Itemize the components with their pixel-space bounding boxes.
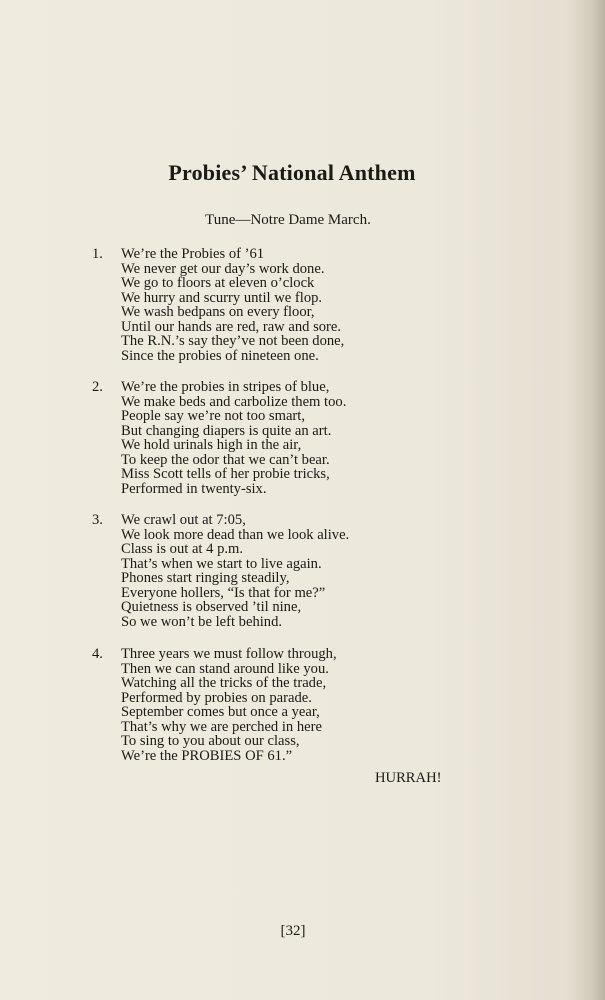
tune-note: Tune—Notre Dame March. xyxy=(205,212,371,228)
verse-line: We crawl out at 7:05, xyxy=(121,512,246,528)
verse-2 xyxy=(92,380,522,496)
verse-line: Performed in twenty-six. xyxy=(121,480,267,497)
verse-line: Until our hands are red, raw and sore. xyxy=(121,318,342,335)
verse-line: Watching all the tricks of the trade, xyxy=(121,675,327,691)
verse-line: Three years we must follow through, xyxy=(121,646,337,662)
verse-3 xyxy=(92,513,522,629)
closing-exclamation: HURRAH! xyxy=(375,770,442,786)
verse-number: 4. xyxy=(92,646,103,662)
page-number: [32] xyxy=(280,923,306,939)
verse-line: We wash bedpans on every floor, xyxy=(121,304,315,320)
verse-line: September comes but once a year, xyxy=(121,704,320,720)
verse-line: We’re the Probies of ’61 xyxy=(121,246,265,262)
verse-line: Everyone hollers, “Is that for me?” xyxy=(121,584,326,601)
verse-number: 1. xyxy=(92,246,103,262)
verse-line: We’re the probies in stripes of blue, xyxy=(121,379,330,395)
verse-line: We make beds and carbolize them too. xyxy=(121,393,347,410)
verse-line: The R.N.’s say they’ve not been done, xyxy=(121,333,345,349)
verse-4 xyxy=(92,647,522,763)
verse-line: That’s why we are perched in here xyxy=(121,718,322,735)
verse-1 xyxy=(92,247,522,363)
verse-line: We’re the PROBIES OF 61.” xyxy=(121,747,293,764)
verse-line: We hurry and scurry until we flop. xyxy=(121,289,323,306)
verse-line: People say we’re not too smart, xyxy=(121,408,305,424)
verse-line: We never get our day’s work done. xyxy=(121,260,325,277)
verse-line: Then we can stand around like you. xyxy=(121,660,329,677)
verse-line: We hold urinals high in the air, xyxy=(121,437,302,453)
verse-number: 2. xyxy=(92,379,103,395)
verse-line: Quietness is observed ’til nine, xyxy=(121,599,302,615)
verse-number: 3. xyxy=(92,512,103,528)
verse-line: To sing to you about our class, xyxy=(121,733,300,749)
verse-line: To keep the odor that we can’t bear. xyxy=(121,451,330,468)
verse-line: So we won’t be left behind. xyxy=(121,613,283,630)
verse-line: Class is out at 4 p.m. xyxy=(121,541,244,557)
page-title: Probies’ National Anthem xyxy=(168,160,416,185)
verse-line: Since the probies of nineteen one. xyxy=(121,347,319,364)
verse-line: Performed by probies on parade. xyxy=(121,689,312,706)
verse-line: But changing diapers is quite an art. xyxy=(121,422,332,439)
verse-line: We go to floors at eleven o’clock xyxy=(121,275,315,291)
verse-line: We look more dead than we look alive. xyxy=(121,526,350,543)
verse-line: Miss Scott tells of her probie tricks, xyxy=(121,466,330,482)
verse-line: That’s when we start to live again. xyxy=(121,555,322,572)
verse-line: Phones start ringing steadily, xyxy=(121,570,290,586)
